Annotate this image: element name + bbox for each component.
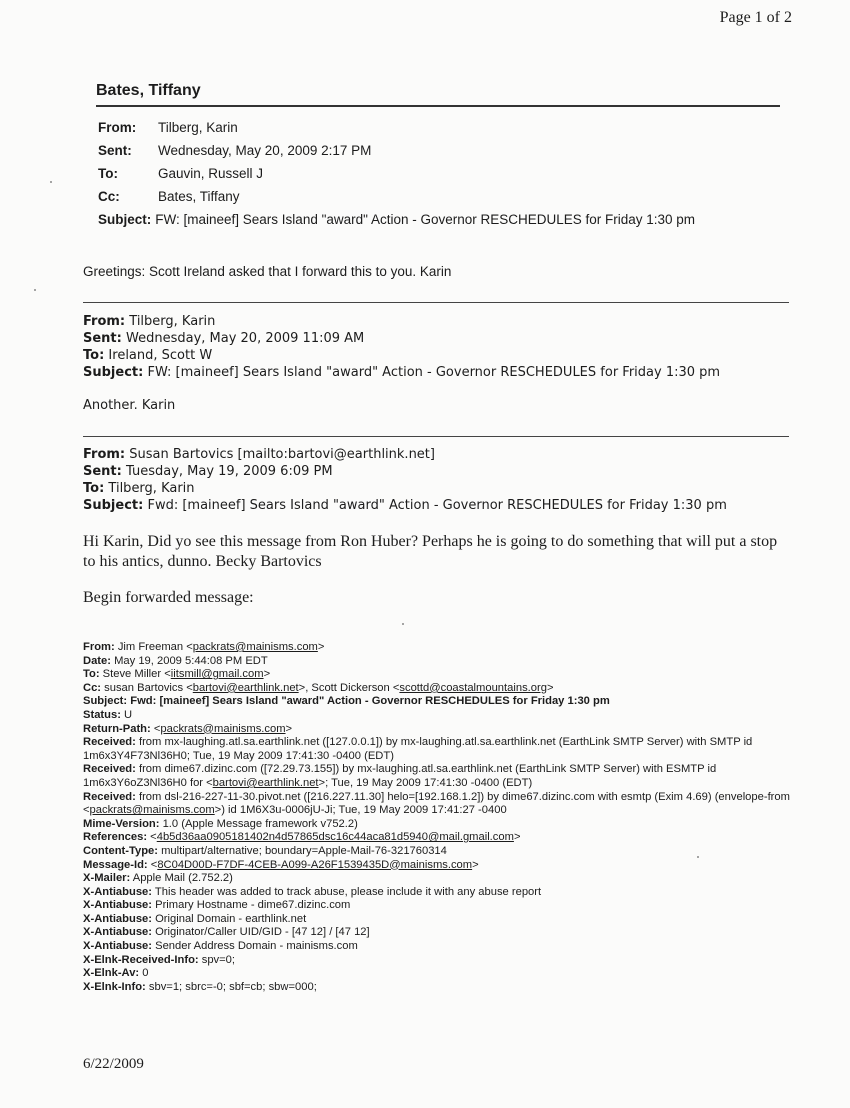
header-cc <box>98 189 240 204</box>
fw2-sent-value: Tuesday, May 19, 2009 6:09 PM <box>126 464 333 479</box>
print-date: 6/22/2009 <box>83 1056 144 1072</box>
raw-anti-label: X-Antiabuse: <box>83 885 152 898</box>
fw2-sent-label: Sent: <box>83 464 122 479</box>
raw-anti-value: Originator/Caller UID/GID - [47 12] / [47 12] <box>155 926 370 939</box>
raw-return-path <box>83 723 793 737</box>
raw-return-email-link[interactable]: packrats@mainisms.com <box>160 722 286 735</box>
raw-elnk-av-label: X-Elnk-Av: <box>83 967 140 980</box>
raw-cc <box>83 682 793 696</box>
fw2-to-value: Tilberg, Karin <box>108 481 195 496</box>
raw-to-end: > <box>263 668 271 681</box>
raw-refs-part: < <box>150 831 157 844</box>
raw-msgid-label: Message-Id: <box>83 858 148 871</box>
raw-from-label: From: <box>83 641 115 653</box>
header-sent <box>98 143 371 158</box>
header-rule <box>96 105 780 107</box>
fw1-sent <box>83 330 720 347</box>
raw-anti-label: X-Antiabuse: <box>83 899 152 912</box>
header-from <box>98 120 238 135</box>
fw1-to-label: To: <box>83 348 105 363</box>
raw-subject-value: Fwd: [maineef] Sears Island "award" Action - Governor RESCHEDULES for Friday 1:30 pm <box>130 695 610 708</box>
raw-received-value: from dime67.dizinc.com ([72.29.73.155]) by mx-laughing.atl.sa.earthlink.net (EarthLink SMTP Server) with ESMTP id 1m6x3Y6oZ3Nl36H0 for < <box>83 763 717 789</box>
raw-refs-label: References: <box>83 831 148 844</box>
raw-received-2 <box>83 763 793 790</box>
raw-cc-label: Cc: <box>83 681 102 694</box>
raw-antiabuse-1 <box>83 886 793 900</box>
raw-mime-label: Mime-Version: <box>83 817 160 830</box>
raw-anti-label: X-Antiabuse: <box>83 926 152 939</box>
raw-received-label: Received: <box>83 790 136 803</box>
fw1-subject-value: FW: [maineef] Sears Island "award" Action - Governor RESCHEDULES for Friday 1:30 pm <box>147 365 721 380</box>
raw-to-label: To: <box>83 668 100 681</box>
raw-from-name: Jim Freeman < <box>117 641 193 653</box>
raw-elnk-received <box>83 954 793 968</box>
raw-ctype-value: multipart/alternative; boundary=Apple-Mail-76-321760314 <box>161 844 447 857</box>
raw-mailer-value: Apple Mail (2.752.2) <box>132 872 233 885</box>
raw-status <box>83 709 793 723</box>
scan-speck <box>34 289 36 291</box>
raw-anti-label: X-Antiabuse: <box>83 940 152 953</box>
raw-references <box>83 831 793 845</box>
raw-antiabuse-2 <box>83 899 793 913</box>
raw-headers <box>83 641 793 994</box>
raw-received-value: from dsl-216-227-11-30.pivot.net ([216.227.11.30] helo=[192.168.1.2]) by dime67.dizinc.com with esmtp (Exim 4.69) (envelope-from < <box>83 790 790 817</box>
raw-anti-value: Primary Hostname - dime67.dizinc.com <box>155 899 351 912</box>
header-subject <box>98 212 695 227</box>
greeting-text: Greetings: Scott Ireland asked that I forward this to you. Karin <box>83 264 452 279</box>
fw2-to <box>83 480 727 497</box>
fw2-subject-label: Subject: <box>83 498 144 513</box>
to-value: Gauvin, Russell J <box>158 166 264 181</box>
fw2-subject-value: Fwd: [maineef] Sears Island "award" Action - Governor RESCHEDULES for Friday 1:30 pm <box>147 498 727 513</box>
raw-antiabuse-5 <box>83 940 793 954</box>
raw-received-label: Received: <box>83 763 136 776</box>
raw-subject <box>83 695 793 709</box>
raw-cc-part: >, Scott Dickerson < <box>298 681 400 694</box>
sent-label: Sent: <box>98 143 132 158</box>
raw-refs-email-link[interactable]: 4b5d36aa0905181402n4d57865dsc16c44aca81d5940@mail.gmail.com <box>156 831 514 844</box>
raw-return-label: Return-Path: <box>83 722 151 735</box>
raw-elnk-recv-value: spv=0; <box>201 953 236 966</box>
fw2-from-label: From: <box>83 447 126 462</box>
raw-anti-value: Original Domain - earthlink.net <box>155 912 307 925</box>
page-number: Page 1 of 2 <box>719 9 792 26</box>
scan-speck <box>402 623 404 625</box>
raw-anti-label: X-Antiabuse: <box>83 912 152 925</box>
fw1-subject-label: Subject: <box>83 365 144 380</box>
fw2-subject <box>83 497 727 514</box>
scan-speck <box>50 181 52 183</box>
fw2-from-value: Susan Bartovics [mailto:bartovi@earthlink.net] <box>129 447 435 462</box>
cc-label: Cc: <box>98 189 120 204</box>
header-to <box>98 166 263 181</box>
raw-from-email-link[interactable]: packrats@mainisms.com <box>192 641 318 653</box>
raw-received-email-link[interactable]: bartovi@earthlink.net <box>212 776 319 789</box>
raw-received-3 <box>83 791 793 818</box>
separator-2 <box>83 436 789 437</box>
raw-elnk-recv-label: X-Elnk-Received-Info: <box>83 953 199 966</box>
raw-msgid-part: < <box>150 858 158 871</box>
raw-mime <box>83 818 793 832</box>
raw-status-value: U <box>124 708 133 721</box>
raw-elnk-av <box>83 967 793 981</box>
raw-anti-value: Sender Address Domain - mainisms.com <box>155 940 358 953</box>
raw-msgid-part: > <box>472 858 479 871</box>
fw1-from-value: Tilberg, Karin <box>129 314 216 329</box>
raw-antiabuse-3 <box>83 913 793 927</box>
raw-date <box>83 655 793 669</box>
raw-from-end: > <box>317 641 325 653</box>
raw-date-label: Date: <box>83 654 111 667</box>
raw-elnk-info-label: X-Elnk-Info: <box>83 980 146 993</box>
fw1-from-label: From: <box>83 314 126 329</box>
mailbox-owner: Bates, Tiffany <box>96 82 201 99</box>
raw-cc-part: > <box>546 681 554 694</box>
raw-elnk-info <box>83 981 793 995</box>
raw-msgid-email-link[interactable]: 8C04D00D-F7DF-4CEB-A099-A26F1539435D@mainisms.com <box>157 858 473 871</box>
raw-mailer-label: X-Mailer: <box>83 872 131 885</box>
raw-elnk-info-value: sbv=1; sbrc=-0; sbf=cb; sbw=000; <box>148 980 317 993</box>
raw-received-value: from mx-laughing.atl.sa.earthlink.net ([127.0.0.1]) by mx-laughing.atl.sa.earthlink.net (EarthLink SMTP Server) with SMTP id 1m6x3Y4F73Nl36H0; Tue, 19 May 2009 17:41:30 -0400 (EDT) <box>83 736 753 762</box>
raw-to <box>83 668 793 682</box>
raw-date-value: May 19, 2009 5:44:08 PM EDT <box>114 654 268 667</box>
message-body: Hi Karin, Did yo see this message from Ron Huber? Perhaps he is going to do something that will put a stop to his antics, dunno. Becky Bartovics <box>83 533 778 570</box>
raw-mime-value: 1.0 (Apple Message framework v752.2) <box>162 817 358 830</box>
forward-1-body: Another. Karin <box>83 398 176 413</box>
fw2-from <box>83 446 727 463</box>
raw-mailer <box>83 872 793 886</box>
begin-forwarded: Begin forwarded message: <box>83 589 254 606</box>
fw1-to-value: Ireland, Scott W <box>108 348 213 363</box>
raw-cc-email-link[interactable]: scottd@coastalmountains.org <box>399 681 547 694</box>
fw2-sent <box>83 463 727 480</box>
cc-value: Bates, Tiffany <box>158 189 240 204</box>
from-label: From: <box>98 120 137 135</box>
raw-return-part: < <box>153 722 161 735</box>
raw-ctype-label: Content-Type: <box>83 844 158 857</box>
subject-label: Subject: <box>98 212 152 227</box>
raw-message-id <box>83 859 793 873</box>
forward-2-header <box>83 446 727 514</box>
fw2-to-label: To: <box>83 481 105 496</box>
raw-to-name: Steve Miller < <box>102 668 171 681</box>
separator-1 <box>83 302 789 303</box>
fw1-from <box>83 313 720 330</box>
from-value: Tilberg, Karin <box>158 120 238 135</box>
raw-received-label: Received: <box>83 736 136 749</box>
to-label: To: <box>98 166 118 181</box>
fw1-subject <box>83 364 720 381</box>
raw-received-value: >; Tue, 19 May 2009 17:41:30 -0400 (EDT) <box>318 776 533 789</box>
raw-antiabuse-4 <box>83 926 793 940</box>
raw-subject-label: Subject: <box>83 695 128 708</box>
sent-value: Wednesday, May 20, 2009 2:17 PM <box>158 143 372 158</box>
raw-content-type <box>83 845 793 859</box>
fw1-sent-label: Sent: <box>83 331 122 346</box>
raw-elnk-av-value: 0 <box>142 967 149 980</box>
raw-status-label: Status: <box>83 708 121 721</box>
raw-to-email-link[interactable]: iitsmill@gmail.com <box>170 668 264 681</box>
fw1-sent-value: Wednesday, May 20, 2009 11:09 AM <box>126 331 365 346</box>
raw-cc-email-link[interactable]: bartovi@earthlink.net <box>192 681 299 694</box>
raw-return-part: > <box>285 722 293 735</box>
subject-value: FW: [maineef] Sears Island "award" Action - Governor RESCHEDULES for Friday 1:30 pm <box>155 212 696 227</box>
raw-anti-value: This header was added to track abuse, please include it with any abuse report <box>154 885 542 898</box>
fw1-to <box>83 347 720 364</box>
raw-refs-part: > <box>513 831 521 844</box>
forward-1-header <box>83 313 720 381</box>
raw-received-1 <box>83 736 793 763</box>
scan-speck <box>697 856 699 858</box>
raw-received-value: >) id 1M6X3u-0006jU-Ji; Tue, 19 May 2009 17:41:27 -0400 <box>214 804 507 817</box>
raw-from <box>83 641 793 655</box>
raw-received-email-link[interactable]: packrats@mainisms.com <box>89 804 215 817</box>
raw-cc-part: susan Bartovics < <box>104 681 193 694</box>
